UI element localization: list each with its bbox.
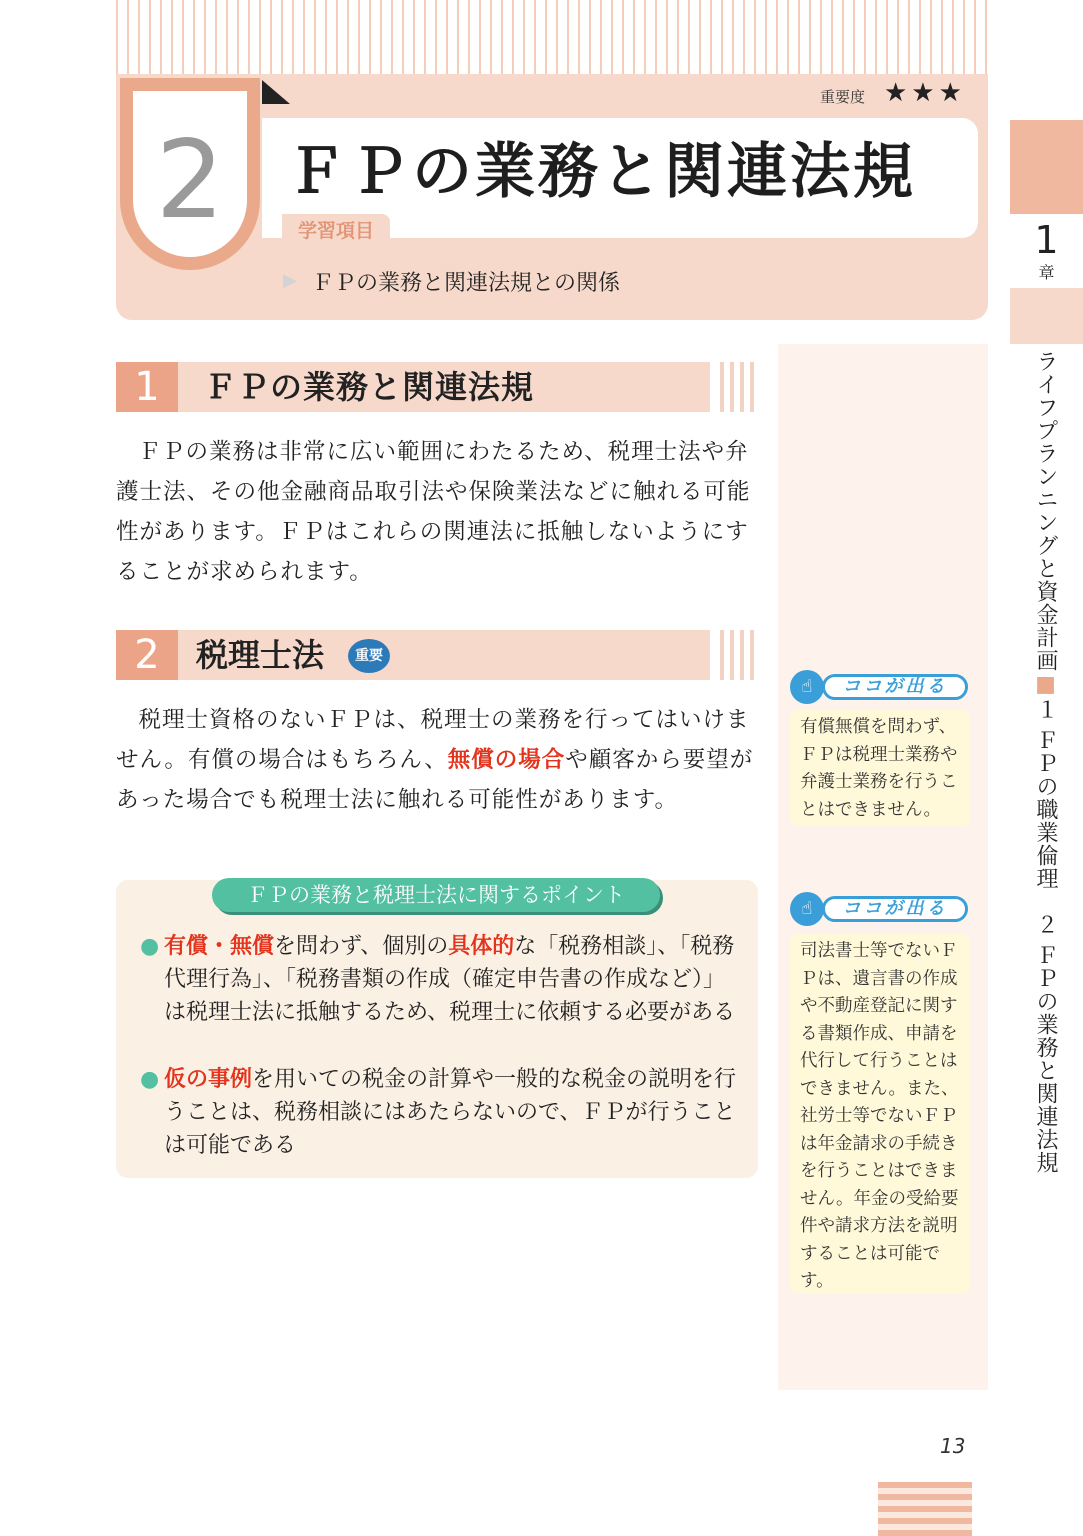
- importance-label: 重要度: [820, 88, 866, 106]
- running-title-part1: ライフプランニングと資金計画: [1033, 350, 1058, 672]
- importance-stars-icon: ★★★: [884, 78, 966, 108]
- point-text: を用いての税金の計算や一般的な税金の説明を行うことは、税務相談にはあたらないので、ＦＰが行うことは可能である: [164, 1067, 737, 1158]
- page-title: ＦＰの業務と関連法規: [286, 137, 916, 207]
- side-note-text: 司法書士等でないＦＰは、遺言書の作成や不動産登記に関する書類作成、申請を代行して行うことはできません。また、社労士等でないＦＰは年金請求の手続きを行うことはできません。年金の受給要件や請求方法を説明することは可能です。: [790, 934, 970, 1294]
- section-heading-title: ＦＰの業務と関連法規: [204, 368, 535, 406]
- section-number: 2: [155, 118, 225, 243]
- running-title-part2: １ ＦＰの職業倫理 ２ ＦＰの業務と関連法規: [1033, 698, 1058, 1174]
- section-heading-stripes: [720, 630, 760, 680]
- bullet-icon: ●: [140, 1067, 160, 1092]
- section-heading-number: 2: [116, 630, 178, 680]
- study-item: ＦＰの業務と関連法規との関係: [312, 271, 621, 296]
- paragraph-text: 税理士資格のないＦＰは、税理士の業務を行ってはいけません。有償の場合はもちろん、: [116, 707, 750, 773]
- running-chapter-title: [1030, 350, 1060, 1174]
- point-text: を問わず、個別の: [274, 934, 449, 959]
- koko-ga-deru-label: ココが出る: [822, 896, 968, 922]
- section-heading-title: 税理士法: [196, 636, 325, 674]
- bottom-stripes-decoration: [878, 1482, 972, 1536]
- triangle-arrow-icon: ▶: [283, 270, 297, 291]
- pointing-hand-icon: ☝: [790, 892, 824, 926]
- chapter-label: 章: [1038, 263, 1055, 282]
- chapter-number: 1: [1034, 218, 1059, 262]
- emphasis-text: 具体的: [448, 934, 515, 959]
- section-heading-stripes: [720, 362, 760, 412]
- point-box-title: ＦＰの業務と税理士法に関するポイント: [212, 878, 660, 912]
- koko-ga-deru-label: ココが出る: [822, 674, 968, 700]
- chapter-tab-top: [1010, 120, 1083, 214]
- top-stripes-decoration: [116, 0, 988, 78]
- page-number: 13: [940, 1434, 966, 1458]
- emphasis-text: 仮の事例: [164, 1067, 253, 1092]
- emphasis-text: 有償・無償: [164, 934, 275, 959]
- emphasis-text: 無償の場合: [447, 747, 566, 773]
- koko-ga-deru-header: [790, 670, 970, 704]
- point-item: [140, 930, 740, 1029]
- point-text: な「税務相談」、「税務代理行為」、「税務書類の作成（確定申告書の作成など）」は税理士法に抵触するため、税理士に依頼する必要がある: [164, 934, 736, 1025]
- title-notch-decoration: [262, 80, 290, 104]
- point-item: [140, 1063, 740, 1162]
- chapter-tab-mid: [1010, 288, 1083, 344]
- study-items-label: 学習項目: [282, 214, 390, 245]
- side-note-text: 有償無償を問わず、ＦＰは税理士業務や弁護士業務を行うことはできません。: [790, 710, 970, 826]
- important-badge: 重要: [348, 639, 390, 673]
- koko-ga-deru-header: [790, 892, 970, 926]
- pointing-hand-icon: ☝: [790, 670, 824, 704]
- section2-paragraph: [116, 700, 761, 820]
- bullet-icon: ●: [140, 934, 160, 959]
- section-heading-number: 1: [116, 362, 178, 412]
- square-icon: ■: [1033, 672, 1058, 698]
- section1-paragraph: ＦＰの業務は非常に広い範囲にわたるため、税理士法や弁護士法、その他金融商品取引法や保険業法などに触れる可能性があります。ＦＰはこれらの関連法に抵触しないようにすることが求められます。: [116, 439, 751, 585]
- paragraph-text: や顧客から要望があった場合でも税理士法に触れる可能性があります。: [116, 747, 754, 813]
